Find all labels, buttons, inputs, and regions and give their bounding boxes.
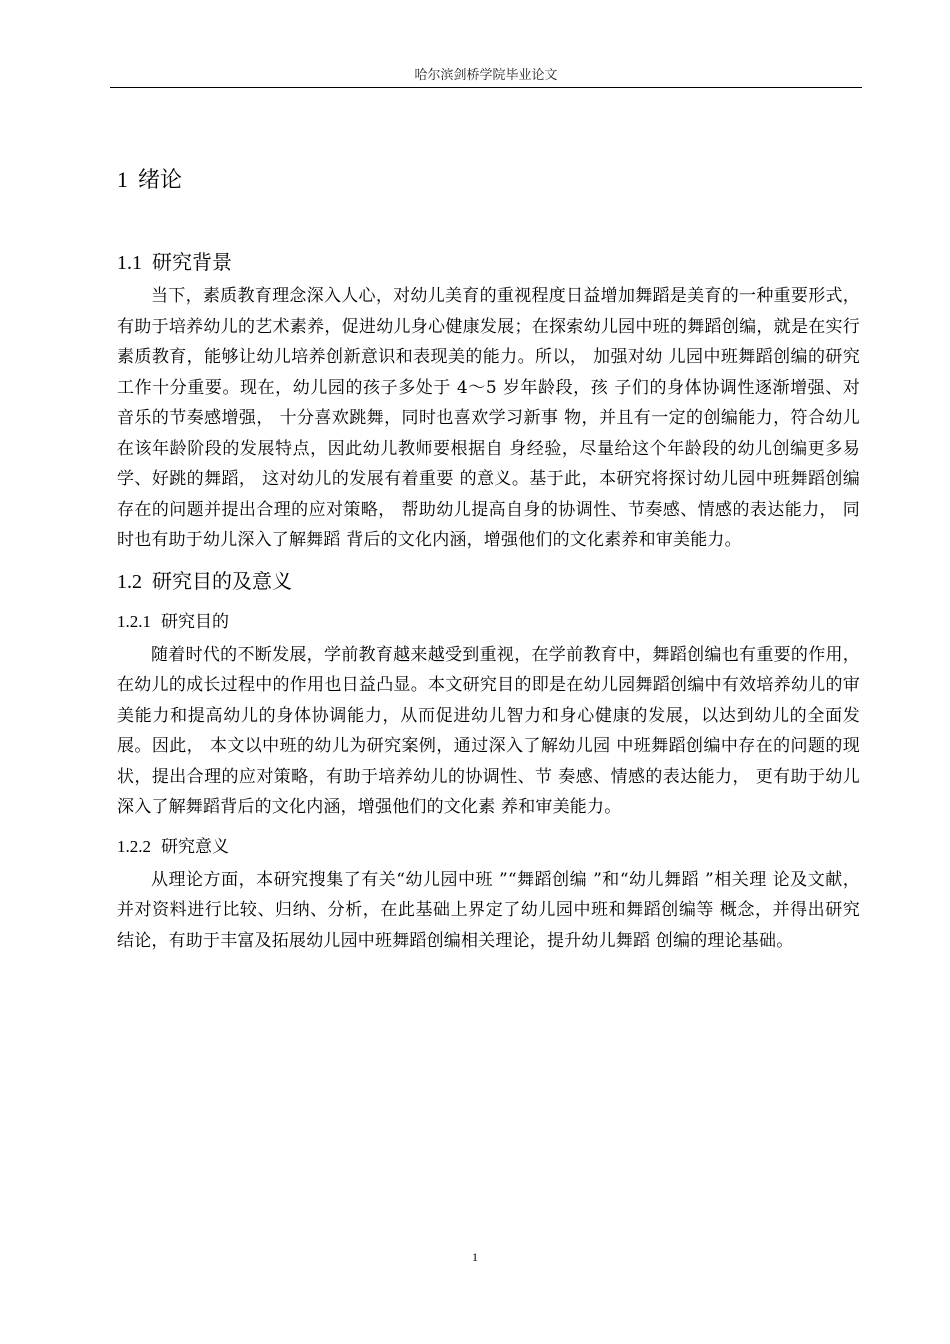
chapter-heading (117, 160, 860, 200)
page-body (117, 160, 860, 962)
paragraph-significance: 从理论方面，本研究搜集了有关“幼儿园中班 ”“舞蹈创编 ”和“幼儿舞蹈 ”相关理 论及文献，并对资料进行比较、归纳、分析，在此基础上界定了幼儿园中班和舞蹈创编等 概念，并得出研究结论，有助于丰富及拓展幼儿园中班舞蹈创编相关理论，提升幼儿舞蹈 创编的理论基础。 (117, 869, 860, 951)
section-title: 研究背景 (152, 250, 232, 274)
subsection-number: 1.2.1 (117, 611, 151, 631)
header-rule (110, 87, 862, 88)
paragraph-background: 当下，素质教育理念深入人心，对幼儿美育的重视程度日益增加舞蹈是美育的一种重要形式，有助于培养幼儿的艺术素养，促进幼儿身心健康发展；在探索幼儿园中班的舞蹈创编，就是在实行素质教育，能够让幼儿培养创新意识和表现美的能力。所以， 加强对幼 儿园中班舞蹈创编的研究工作十分重要。现在，幼儿园的孩子多处于 4～5 岁年龄段，孩 子们的身体协调性逐渐增强、对音乐的节奏感增强， 十分喜欢跳舞，同时也喜欢学习新事 物，并且有一定的创编能力，符合幼儿在该年龄阶段的发展特点，因此幼儿教师要根据自 身经验，尽量给这个年龄段的幼儿创编更多易学、好跳的舞蹈， 这对幼儿的发展有着重要 的意义。基于此，本研究将探讨幼儿园中班舞蹈创编存在的问题并提出合理的应对策略， 帮助幼儿提高自身的协调性、节奏感、情感的表达能力， 同时也有助于幼儿深入了解舞蹈 背后的文化内涵，增强他们的文化素养和审美能力。 (117, 286, 860, 550)
chapter-number: 1 (117, 167, 128, 192)
paragraph-purpose: 随着时代的不断发展，学前教育越来越受到重视，在学前教育中，舞蹈创编也有重要的作用，在幼儿的成长过程中的作用也日益凸显。本文研究目的即是在幼儿园舞蹈创编中有效培养幼儿的审美能力和提高幼儿的身体协调能力，从而促进幼儿智力和身心健康的发展，以达到幼儿的全面发展。因此， 本文以中班的幼儿为研究案例，通过深入了解幼儿园 中班舞蹈创编中存在的问题的现状，提出合理的应对策略，有助于培养幼儿的协调性、节 奏感、情感的表达能力， 更有助于幼儿深入了解舞蹈背后的文化内涵，增强他们的文化素 养和审美能力。 (117, 644, 860, 817)
section-number: 1.2 (117, 570, 142, 593)
section-heading-purpose-significance (117, 562, 860, 600)
section-title: 研究目的及意义 (152, 568, 292, 593)
subsection-title: 研究目的 (161, 611, 229, 632)
section-number: 1.1 (117, 252, 142, 274)
page-number: 1 (472, 1250, 478, 1264)
subsection-heading-purpose (117, 604, 860, 640)
subsection-number: 1.2.2 (117, 836, 151, 856)
running-header: 哈尔滨剑桥学院毕业论文 (414, 68, 558, 83)
subsection-heading-significance (117, 829, 860, 865)
subsection-title: 研究意义 (161, 836, 229, 857)
chapter-title: 绪论 (138, 168, 183, 193)
section-heading-background (117, 243, 860, 281)
